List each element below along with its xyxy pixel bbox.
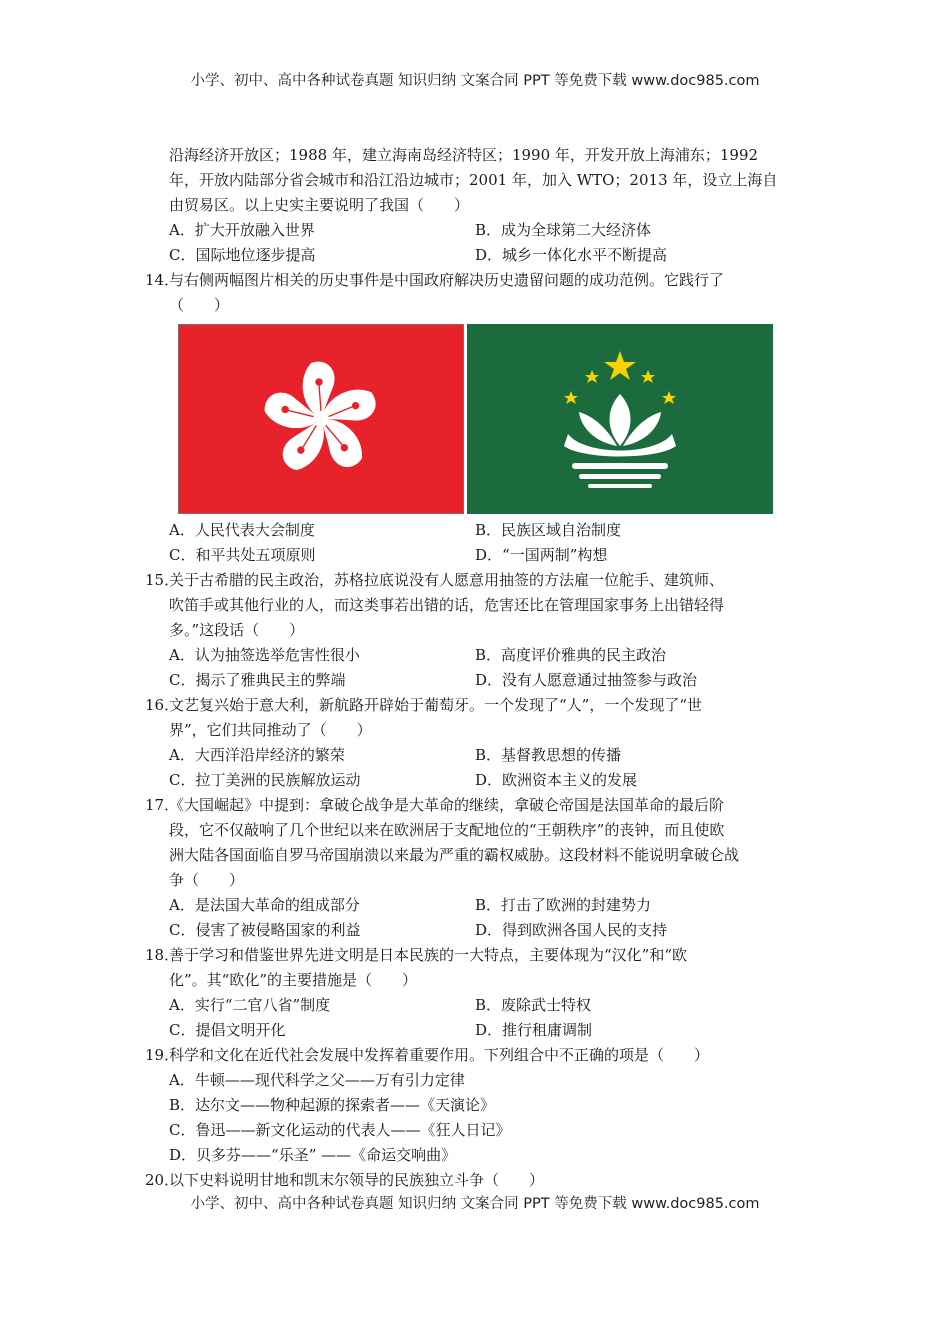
option-c[interactable]: C．鲁迅——新文化运动的代表人——《狂人日记》 — [169, 1121, 511, 1139]
question-text-line: 界”，它们共同推动了（ ） — [169, 721, 372, 739]
option-row — [145, 518, 810, 543]
question-text-line: 多。”这段话（ ） — [169, 621, 305, 639]
question-text: 以下史料说明甘地和凯末尔领导的民族独立斗争（ ） — [169, 1171, 545, 1189]
option-c[interactable]: C．侵害了被侵略国家的利益 — [169, 921, 361, 939]
question-number: 16． — [145, 696, 180, 714]
question-text-line: （ ） — [169, 296, 230, 314]
option-a[interactable]: A．是法国大革命的组成部分 — [169, 896, 360, 914]
option-row — [145, 918, 810, 943]
question-number: 14． — [145, 271, 180, 289]
option-a[interactable]: A．牛顿——现代科学之父——万有引力定律 — [169, 1071, 465, 1089]
question-stem — [145, 568, 810, 593]
option-row — [145, 893, 810, 918]
question-14 — [145, 268, 810, 568]
question-20 — [145, 1168, 810, 1193]
question-text-line: 化”。其“欧化”的主要措施是（ ） — [169, 971, 418, 989]
option-a[interactable]: A．扩大开放融入世界 — [169, 221, 315, 239]
question-text-line: 年，开放内陆部分省会城市和沿江沿边城市；2001 年，加入 WTO；2013 年，设立上海自 — [169, 171, 778, 189]
question-text: 善于学习和借鉴世界先进文明是日本民族的一大特点，主要体现为“汉化”和“欧 — [169, 946, 688, 964]
question-text-line: 洲大陆各国面临自罗马帝国崩溃以来最为严重的霸权威胁。这段材料不能说明拿破仑战 — [169, 846, 740, 864]
option-c[interactable]: C．国际地位逐步提高 — [169, 246, 316, 264]
option-d[interactable]: D．城乡一体化水平不断提高 — [475, 246, 668, 264]
option-d[interactable]: D．“一国两制”构想 — [475, 546, 608, 564]
option-d[interactable]: D．得到欧洲各国人民的支持 — [475, 921, 668, 939]
option-c[interactable]: C．和平共处五项原则 — [169, 546, 316, 564]
question-number: 19． — [145, 1046, 180, 1064]
question-17 — [145, 793, 810, 943]
question-text: 关于古希腊的民主政治，苏格拉底说没有人愿意用抽签的方法雇一位舵手、建筑师、 — [169, 571, 725, 589]
question-number: 15． — [145, 571, 180, 589]
question-13 — [145, 143, 810, 268]
question-15 — [145, 568, 810, 693]
question-stem — [145, 793, 810, 818]
option-b[interactable]: B．废除武士特权 — [475, 996, 592, 1014]
option-a[interactable]: A．大西洋沿岸经济的繁荣 — [169, 746, 345, 764]
option-row — [145, 768, 810, 793]
question-stem — [145, 1168, 810, 1193]
question-16 — [145, 693, 810, 793]
option-b[interactable]: B．基督教思想的传播 — [475, 746, 622, 764]
question-stem — [145, 943, 810, 968]
question-stem — [145, 693, 810, 718]
option-c[interactable]: C．提倡文明开化 — [169, 1021, 286, 1039]
question-number: 20． — [145, 1171, 180, 1189]
option-row — [145, 218, 810, 243]
flag-images — [145, 318, 810, 518]
question-text: 与右侧两幅图片相关的历史事件是中国政府解决历史遗留问题的成功范例。它践行了 — [169, 271, 725, 289]
question-text-line: 段，它不仅敲响了几个世纪以来在欧洲居于支配地位的“王朝秩序”的丧钟，而且使欧 — [169, 821, 725, 839]
question-text-line: 争（ ） — [169, 871, 245, 889]
hong-kong-flag-image — [178, 324, 464, 514]
option-b[interactable]: B．高度评价雅典的民主政治 — [475, 646, 667, 664]
question-stem — [145, 1043, 810, 1068]
page-header: 小学、初中、高中各种试卷真题 知识归纳 文案合同 PPT 等免费下载 www.doc985.com — [190, 73, 760, 89]
option-a[interactable]: A．实行“二官八省”制度 — [169, 996, 331, 1014]
option-d[interactable]: D．推行租庸调制 — [475, 1021, 593, 1039]
question-text-line: 沿海经济开放区；1988 年，建立海南岛经济特区；1990 年，开发开放上海浦东；1992 — [169, 146, 759, 164]
macau-flag-image — [467, 324, 773, 514]
option-b[interactable]: B．打击了欧洲的封建势力 — [475, 896, 652, 914]
option-row — [145, 993, 810, 1018]
option-a[interactable]: A．人民代表大会制度 — [169, 521, 315, 539]
option-row — [145, 1018, 810, 1043]
option-b[interactable]: B．民族区域自治制度 — [475, 521, 622, 539]
question-18 — [145, 943, 810, 1043]
question-number: 17． — [145, 796, 180, 814]
question-text: 科学和文化在近代社会发展中发挥着重要作用。下列组合中不正确的项是（ ） — [169, 1046, 710, 1064]
option-row — [145, 743, 810, 768]
question-text: 《大国崛起》中提到：拿破仑战争是大革命的继续，拿破仑帝国是法国革命的最后阶 — [169, 796, 725, 814]
option-row — [145, 668, 810, 693]
exam-content — [145, 143, 810, 1193]
option-a[interactable]: A．认为抽签选举危害性很小 — [169, 646, 360, 664]
option-b[interactable]: B．达尔文——物种起源的探索者——《天演论》 — [169, 1096, 496, 1114]
option-d[interactable]: D．没有人愿意通过抽签参与政治 — [475, 671, 698, 689]
option-row — [145, 243, 810, 268]
option-row — [145, 543, 810, 568]
question-19 — [145, 1043, 810, 1168]
page-footer: 小学、初中、高中各种试卷真题 知识归纳 文案合同 PPT 等免费下载 www.doc985.com — [190, 1196, 760, 1212]
option-c[interactable]: C．拉丁美洲的民族解放运动 — [169, 771, 361, 789]
question-text: 文艺复兴始于意大利，新航路开辟始于葡萄牙。一个发现了“人”，一个发现了“世 — [169, 696, 703, 714]
question-number: 18． — [145, 946, 180, 964]
question-text-line: 吹笛手或其他行业的人，而这类事若出错的话，危害还比在管理国家事务上出错轻得 — [169, 596, 725, 614]
option-c[interactable]: C．揭示了雅典民主的弊端 — [169, 671, 346, 689]
option-row — [145, 643, 810, 668]
option-b[interactable]: B．成为全球第二大经济体 — [475, 221, 652, 239]
option-d[interactable]: D．贝多芬——“乐圣” ——《命运交响曲》 — [169, 1146, 457, 1164]
question-text-line: 由贸易区。以上史实主要说明了我国（ ） — [169, 196, 470, 214]
option-d[interactable]: D．欧洲资本主义的发展 — [475, 771, 638, 789]
question-stem — [145, 268, 810, 293]
